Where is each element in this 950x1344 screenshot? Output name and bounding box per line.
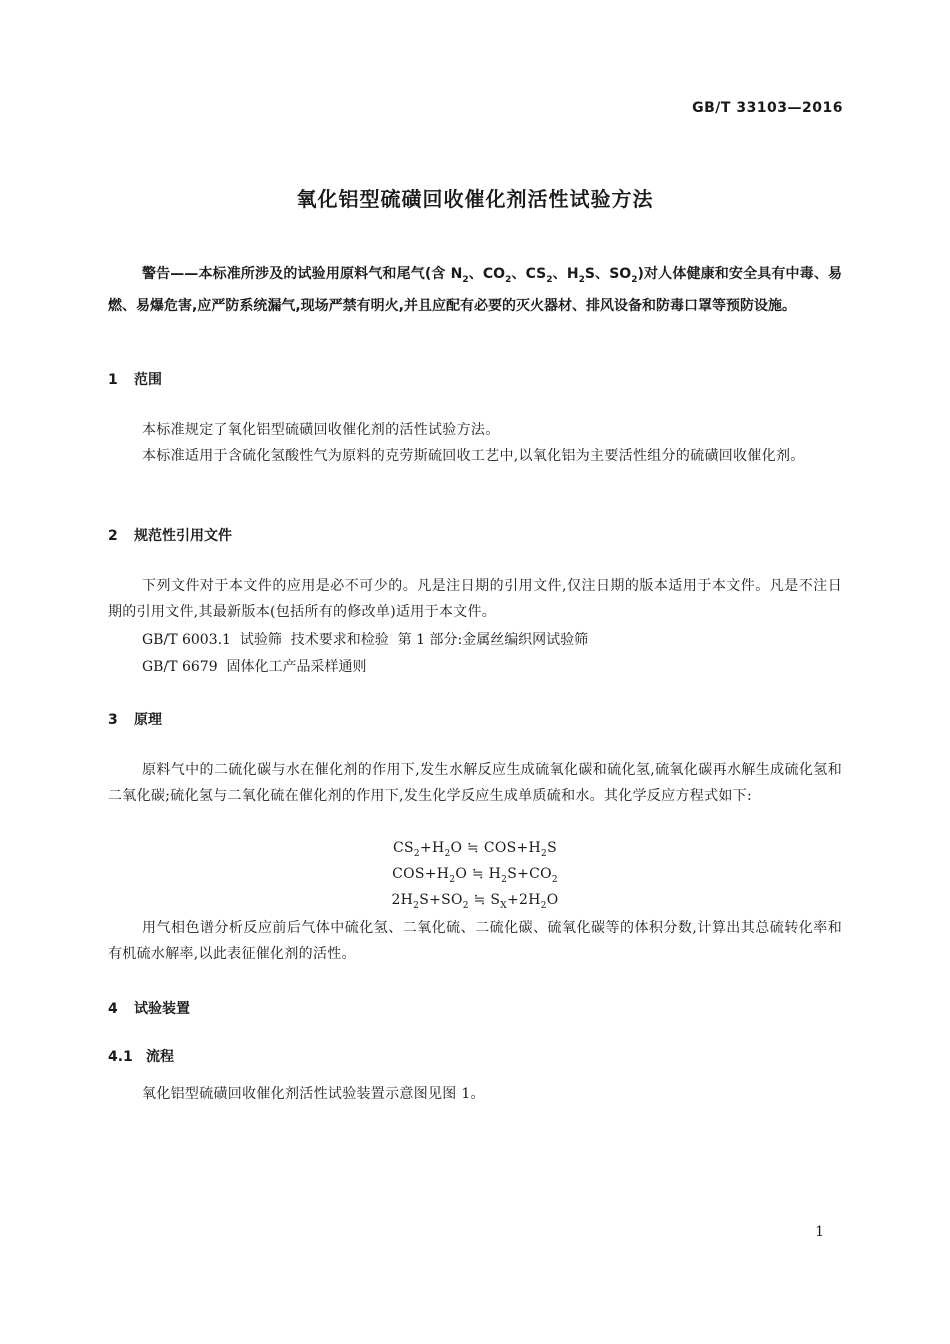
section-3-heading: 3 原理 [108, 712, 162, 728]
section-3-paragraph-2: 用气相色谱分析反应前后气体中硫化氢、二氧化硫、二硫化碳、硫氧化碳等的体积分数,计算出其总硫转化率和有机硫水解率,以此表征催化剂的活性。 [108, 920, 842, 962]
section-1-paragraph-2: 本标准适用于含硫化氢酸性气为原料的克劳斯硫回收工艺中,以氧化铝为主要活性组分的硫磺回收催化剂。 [142, 448, 805, 464]
page-number: 1 [815, 1224, 824, 1240]
equation-3: $2H_2S+SO_2$ ≒ $S_X+2H_2O$ [391, 892, 559, 911]
section-2-heading: 2 规范性引用文件 [108, 528, 232, 544]
section-4-1-paragraph-1: 氧化铝型硫磺回收催化剂活性试验装置示意图见图 1。 [142, 1086, 485, 1102]
section-3-paragraph-1: 原料气中的二硫化碳与水在催化剂的作用下,发生水解反应生成硫氧化碳和硫化氢,硫氧化碳再水解生成硫化氢和二氧化碳;硫化氢与二氧化硫在催化剂的作用下,发生化学反应生成单质硫和水。其化学反应方程式如下: [108, 762, 842, 804]
section-4-1-heading: 4.1 流程 [108, 1049, 174, 1065]
section-1-heading: 1 范围 [108, 372, 162, 388]
warning-paragraph: 警告——本标准所涉及的试验用原料气和尾气(含 $N_2$、$CO_2$、$CS_2$、$H_2S$、$SO_2$)对人体健康和安全具有中毒、易燃、易爆危害,应严防系统漏气,现场严禁有明火,并且应配有必要的灭火器材、排风设备和防毒口罩等预防设施。 [108, 266, 842, 314]
document-title: 氧化铝型硫磺回收催化剂活性试验方法 [296, 187, 654, 211]
section-4-heading: 4 试验装置 [108, 1001, 190, 1017]
equation-2: $COS+H_2O$ ≒ $H_2S+CO_2$ [392, 866, 558, 885]
standard-code: GB/T 33103—2016 [692, 100, 843, 116]
section-2-paragraph-1: 下列文件对于本文件的应用是必不可少的。凡是注日期的引用文件,仅注日期的版本适用于本文件。凡是不注日期的引用文件,其最新版本(包括所有的修改单)适用于本文件。 [108, 578, 842, 620]
section-1-paragraph-1: 本标准规定了氧化铝型硫磺回收催化剂的活性试验方法。 [142, 422, 500, 438]
reference-gbt-6003-1: GB/T 6003.1 试验筛 技术要求和检验 第 1 部分:金属丝编织网试验筛 [142, 632, 589, 648]
equation-1: $CS_2+H_2O$ ≒ $COS+H_2S$ [393, 840, 557, 859]
reference-gbt-6679: GB/T 6679 固体化工产品采样通则 [142, 659, 367, 675]
